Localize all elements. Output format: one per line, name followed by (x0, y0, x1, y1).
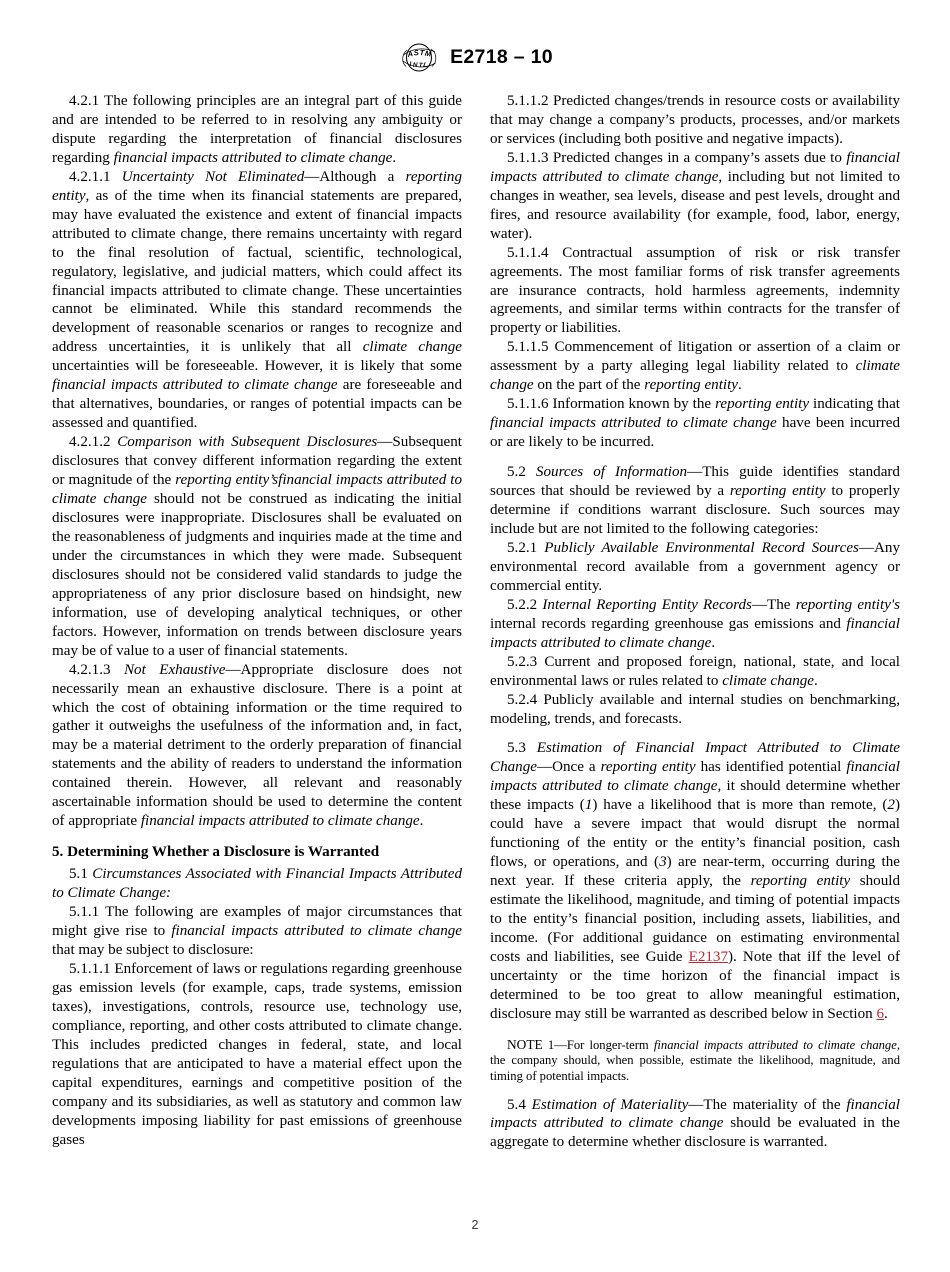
para-number: 5.1.1.3 (507, 149, 549, 166)
para-number: 5.1.1.4 (507, 244, 549, 261)
paragraph-5-1-1-2 (490, 92, 900, 149)
para-number: 5.1.1.5 (507, 339, 549, 356)
term-financial-impacts: financial impacts attributed to climate change (171, 923, 462, 940)
para-title: Uncertainty Not Eliminated (121, 168, 305, 185)
paragraph-4-2-1 (52, 92, 462, 168)
list-marker-3: 3 (659, 854, 667, 871)
para-number: 4.2.1.3 (69, 661, 111, 678)
paragraph-5-2-4 (490, 691, 900, 729)
list-marker-2: 2 (887, 797, 895, 814)
list-marker-1: 1 (584, 797, 593, 814)
xref-guide-e2137[interactable]: E2137 (688, 948, 729, 965)
term-financial-impacts: financial impacts attributed to climate change (140, 813, 420, 830)
para-title: Internal Reporting Entity Records (542, 596, 752, 613)
para-number: 4.2.1 (69, 93, 100, 109)
para-text: Publicly available and internal studies on benchmarking, modeling, trends, and forecasts. (490, 691, 900, 727)
term-financial-impacts: financial impacts attributed to climate change (490, 415, 777, 432)
para-number: 5.2 (507, 464, 526, 481)
para-title: Circumstances Associated with Financial Impacts Attributed to Climate Change: (52, 866, 462, 902)
term-financial-impacts: financial impacts attributed to climate change (52, 377, 338, 394)
term-climate-change: climate change (362, 339, 462, 356)
standard-designation: E2718 – 10 (450, 46, 553, 68)
paragraph-5-1 (52, 865, 462, 903)
para-number: 5.1.1 (69, 904, 100, 921)
note-label: NOTE (507, 1036, 543, 1052)
para-title: Publicly Available Environmental Record Sources (544, 539, 859, 556)
para-number: 4.2.1.1 (69, 168, 111, 185)
paragraph-5-2: 5.2 Sources of Information—This guide identifies standard sources that should be reviewed by a reporting entity to properly determine if conditions warrant disclosure. Such sources may include but are not limited to the following categories: (490, 464, 900, 537)
left-column (52, 92, 462, 1202)
paragraph-5-1-1: 5.1.1 The following are examples of major circumstances that might give rise to financial impacts attributed to climate change that may be subject to disclosure: (52, 904, 462, 958)
term-climate-change: climate change (722, 672, 814, 689)
para-number: 5.3 (507, 740, 526, 757)
para-italic-term: financial impacts attributed to climate change (113, 149, 393, 166)
term-reporting-entity: reporting entity (715, 396, 810, 413)
section-heading-5: 5. Determining Whether a Disclosure is Warranted (52, 844, 380, 861)
svg-text:T: T (418, 62, 423, 70)
term-financial-impacts: financial impacts attributed to climate change (490, 149, 900, 185)
term-reporting-entity: reporting entity's (795, 596, 900, 613)
xref-section-6[interactable]: 6 (876, 1005, 885, 1022)
svg-text:T: T (419, 48, 425, 58)
term-financial-impacts: financial impacts attributed to climate change (490, 615, 900, 651)
para-number: 5.4 (507, 1096, 526, 1113)
paragraph-5-3: 5.3 Estimation of Financial Impact Attributed to Climate Change—Once a reporting entity has identified potential financial impacts attributed to climate change, it should determine whether these impacts (1) have a likelihood that is more than remote, (2) could have a severe impact that would disrupt the normal functioning of the entity or the entity’s financial position, cash flows, or operations, and (3) are near-term, occurring during the next year. If these criteria apply, the reporting entity should estimate the likelihood, magnitude, and timing of potential impacts to the entity’s financial position, including assets, liabilities, and income. (For additional guidance on estimating environmental costs and liabilities, see Guide E2137). Note that iIf the level of uncertainty or the time horizon of the financial impact is determined to be too great to allow meaningful estimation, disclosure may still be warranted as described below in Section 6. (490, 740, 900, 1022)
paragraph-5-1-1-6: 5.1.1.6 Information known by the reporting entity indicating that financial impacts attributed to climate change have been incurred or are likely to be incurred. (490, 396, 900, 451)
paragraph-5-2-1: 5.2.1 Publicly Available Environmental Record Sources—Any environmental record available from a government agency or commercial entity. (490, 539, 900, 594)
para-number: 5.1.1.1 (69, 960, 111, 977)
term-reporting-entity: reporting entity (600, 759, 696, 776)
term-reporting-entity: reporting entity’sfinancial impacts attributed to climate change (52, 472, 462, 508)
note-1: NOTE 1—For longer-term financial impacts attributed to climate change, the company should, when possible, estimate the likelihood, magnitude, and timing of potential impacts. (490, 1036, 900, 1083)
paragraph-5-1-1-1 (52, 960, 462, 1150)
para-number: 5.1.1.2 (507, 93, 549, 109)
para-number: 5.2.3 (507, 653, 538, 670)
paragraph-5-2-3: 5.2.3 Current and proposed foreign, national, state, and local environmental laws or rules related to climate change. (490, 653, 900, 689)
svg-text:S: S (413, 48, 420, 58)
page-header (0, 42, 950, 73)
term-reporting-entity: reporting entity (729, 483, 826, 500)
para-title: Not Exhaustive (123, 661, 226, 678)
note-number: 1 (547, 1037, 555, 1052)
term-financial-impacts: financial impacts attributed to climate change (490, 759, 900, 795)
para-tail: . (392, 149, 397, 166)
svg-text:I: I (409, 60, 413, 68)
para-number: 5.2.2 (507, 596, 538, 613)
term-financial-impacts: financial impacts attributed to climate change (490, 1096, 900, 1132)
term-reporting-entity: reporting entity (750, 873, 851, 890)
right-column (490, 92, 900, 1202)
para-title: Estimation of Materiality (531, 1096, 689, 1113)
paragraph-5-1-1-3: 5.1.1.3 Predicted changes in a company’s assets due to financial impacts attributed to climate change, including but not limited to changes in weather, sea levels, disease and pest levels, drought and fires, and resource availability (for example, food, labor, energy, water). (490, 149, 900, 242)
astm-logo-icon (397, 42, 441, 73)
paragraph-5-1-1-5: 5.1.1.5 Commencement of litigation or assertion of a claim or assessment by a party alleging legal liability related to climate change on the part of the reporting entity. (490, 339, 900, 394)
para-title: Estimation of Financial Impact Attributed to Climate Change (490, 740, 900, 776)
svg-text:L: L (422, 61, 428, 70)
term-financial-impacts: financial impacts attributed to climate change (653, 1037, 897, 1052)
paragraph-4-2-1-1: 4.2.1.1 Uncertainty Not Eliminated—Although a reporting entity, as of the time when its financial statements are prepared, may have evaluated the existence and extent of financial impacts attributed to climate change, there remains uncertainty with regard to the final resolution of factual, scientific, technological, regulatory, legislative, and judicial matters, which could affect its financial impacts attributed to climate change. These uncertainties cannot be eliminated. While this standard recommends the development of reasonable scenarios or ranges to recognize and address uncertainties, it is unlikely that all climate change uncertainties will be foreseeable. However, it is likely that some financial impacts attributed to climate change are foreseeable and that alternatives, boundaries, or ranges of potential impacts can be assessed and quantified. (52, 168, 463, 432)
para-text: Enforcement of laws or regulations regarding greenhouse gas emission levels (for example, caps, trade systems, emission taxes), investigations, controls, resource use, technology use, compliance, reporting, and other costs attributed to climate change. This includes predicted changes in federal, state, and local regulations that are anticipated to have a material effect upon the capital expenditures, earnings and competitive position of the company and its subsidiaries, as well as statutory and common law developments imposing liability for past emissions of greenhouse gases (52, 960, 462, 1148)
paragraph-4-2-1-2: 4.2.1.2 Comparison with Subsequent Disclosures—Subsequent disclosures that convey different information regarding the extent or magnitude of the reporting entity’sfinancial impacts attributed to climate change should not be construed as indicating the initial disclosures were inappropriate. Disclosures shall be evaluated on the reasonableness of judgments and inquiries made at the time and under the circumstances in which they were made. Subsequent disclosures should not be considered valid standards to judge the appropriateness of any prior disclosure based on hindsight, new information, use of developing analytical techniques, or other factors. However, information on trends between disclosure years may be of value to a user of financial statements. (52, 434, 462, 659)
para-text: Contractual assumption of risk or risk transfer agreements. The most familiar forms of risk transfer agreements are insurance contracts, hold harmless agreements, indemnity agreements, and similar terms within contracts for the transfer of property or liabilities. (490, 244, 900, 337)
page-number: 2 (471, 1218, 479, 1232)
paragraph-5-4: 5.4 Estimation of Materiality—The materiality of the financial impacts attributed to climate change should be evaluated in the aggregate to determine whether disclosure is warranted. (490, 1096, 900, 1151)
para-number: 5.1.1.6 (507, 396, 549, 413)
term-reporting-entity: reporting entity (644, 377, 739, 394)
para-text: Predicted changes/trends in resource costs or availability that may change a company’s products, processes, and/or markets or services (including both positive and negative impacts). (490, 93, 900, 147)
para-number: 5.1 (69, 866, 88, 883)
svg-text:N: N (412, 61, 418, 69)
svg-text:M: M (424, 48, 432, 59)
para-number: 4.2.1.2 (69, 434, 111, 451)
paragraph-4-2-1-3: 4.2.1.3 Not Exhaustive—Appropriate disclosure does not necessarily mean an exhaustive disclosure. There is a point at which the cost of obtaining information or the time required to gather it outweighs the usefulness of the information and, in fact, may be a material detriment to the orderly preparation of financial statements and the ability of readers to understand the information contained therein. However, all relevant and reasonably ascertainable information should be used to determine the content of appropriate financial impacts attributed to climate change. (52, 661, 462, 830)
term-reporting-entity: reporting entity (52, 168, 462, 204)
paragraph-5-1-1-4 (490, 244, 900, 339)
para-number: 5.2.1 (507, 539, 538, 556)
svg-text:A: A (406, 49, 414, 59)
para-title: Comparison with Subsequent Disclosures (117, 434, 378, 451)
para-title: Sources of Information (535, 464, 688, 481)
para-number: 5.2.4 (507, 691, 538, 708)
term-climate-change: climate change (490, 358, 900, 394)
para-text: The following principles are an integral part of this guide and are intended to be referred to in resolving any ambiguity or dispute regarding the interpretation of financial disclosures regarding (52, 93, 462, 166)
paragraph-5-2-2: 5.2.2 Internal Reporting Entity Records—The reporting entity's internal records regarding greenhouse gas emissions and financial impacts attributed to climate change. (490, 596, 900, 651)
body-columns (52, 92, 900, 1202)
